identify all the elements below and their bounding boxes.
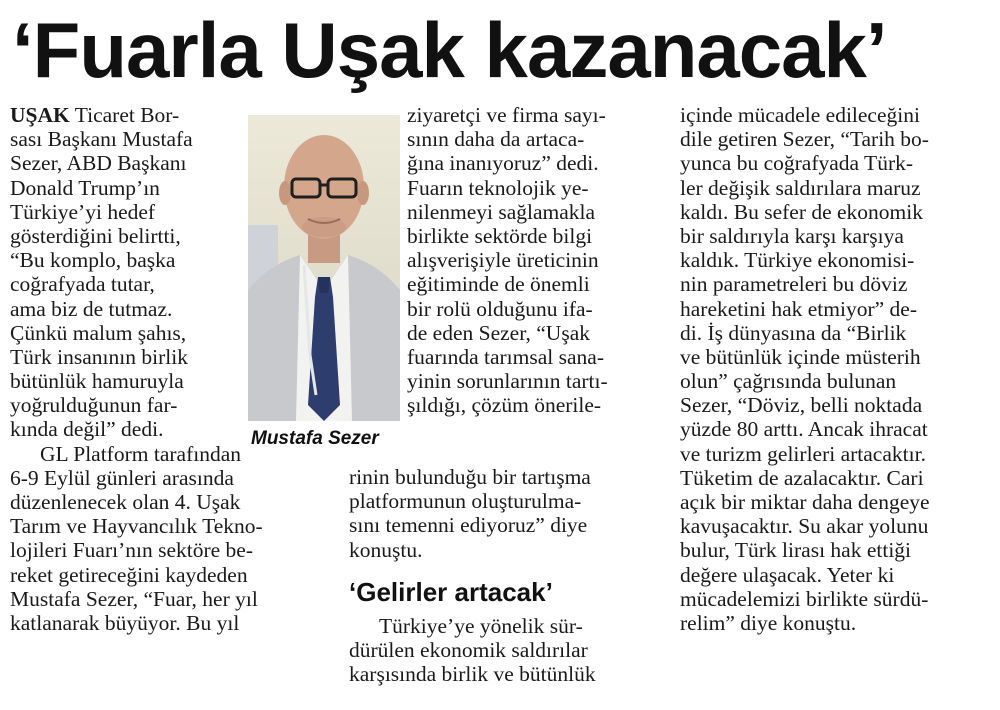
text-line: Türk insanının birlik: [10, 344, 188, 369]
text-line: Sezer, ABD Başkanı: [10, 151, 187, 176]
text-line: katlanarak büyüyor. Bu yıl: [10, 610, 240, 635]
article-column-2-sub: [349, 614, 654, 687]
subheading: ‘Gelirler artacak’: [349, 577, 553, 607]
text-line: yunca bu coğrafyada Türk-: [680, 151, 914, 176]
text-line: bir saldırıyla karşı karşıya: [680, 223, 904, 248]
text-line: relim” diye konuştu.: [680, 610, 857, 635]
portrait-illustration: [248, 115, 400, 421]
text-line: Tüketim de azalacaktır. Cari: [680, 465, 924, 490]
text-line: konuştu.: [349, 537, 423, 562]
text-line: Türkiye’ye yönelik sür-: [379, 614, 583, 638]
text-line: yoğrulduğunun far-: [10, 393, 178, 418]
text-line: “Bu komplo, başka: [10, 248, 176, 273]
text-line: ler değişik saldırılara maruz: [680, 175, 921, 200]
text-line: birlikte sektörde bilgi: [407, 223, 593, 248]
headline: ‘Fuarla Uşak kazanacak’: [12, 6, 887, 94]
text-line: bütünlük hamuruyla: [10, 369, 184, 394]
text-line: kaldı. Bu sefer de ekonomik: [680, 199, 924, 224]
text-line: bulur, Türk lirası hak ettiği: [680, 538, 912, 563]
text-line: GL Platform tarafından: [40, 441, 241, 466]
text-line: ve turizm gelirleri artacaktır.: [680, 441, 926, 466]
article-column-2-bottom: [349, 465, 654, 562]
text-line: nilenmeyi sağlamakla: [407, 199, 596, 224]
text-line: Türkiye’yi hedef: [10, 199, 156, 224]
text-line: kaldık. Türkiye ekonomisi-: [680, 248, 915, 273]
text-line: kavuşacaktır. Su akar yolunu: [680, 514, 929, 539]
photo-caption: Mustafa Sezer: [251, 428, 379, 449]
text-line: 6-9 Eylül günleri arasında: [10, 465, 234, 490]
text-line: alışverişiyle üreticinin: [407, 248, 599, 273]
text-line: coğrafyada tutar,: [10, 272, 155, 297]
text-line: nin parametreleri bu döviz: [680, 272, 908, 297]
text-line: içinde mücadele edileceğini: [680, 103, 920, 127]
text-line: lojileri Fuarı’nın sektöre be-: [10, 538, 253, 563]
article-column-3: [680, 103, 990, 635]
text-line: Donald Trump’ın: [10, 175, 160, 200]
text-line: Fuarın teknolojik ye-: [407, 175, 589, 200]
text-line: sını temenni ediyoruz” diye: [349, 513, 588, 538]
text-line: bir rolü olduğunu ifa-: [407, 296, 593, 321]
text-line: şıldığı, çözüm önerile-: [407, 393, 602, 418]
text-line: dürülen ekonomik saldırılar: [349, 638, 588, 663]
text-line: de eden Sezer, “Uşak: [407, 320, 590, 345]
text-line: Sezer, “Döviz, belli noktada: [680, 393, 923, 418]
text-line: eğitiminde de önemli: [407, 272, 590, 297]
text-line: ama biz de tutmaz.: [10, 296, 173, 321]
text-line: kında değil” dedi.: [10, 417, 164, 442]
text-line: ziyaretçi ve firma sayı-: [407, 103, 606, 127]
text-line: olun” çağrısında bulunan: [680, 369, 897, 394]
text-line: di. İş dünyasına da “Birlik: [680, 320, 907, 345]
text-line: Tarım ve Hayvancılık Tekno-: [10, 514, 263, 539]
text-line: ve bütünlük içinde müsterih: [680, 344, 921, 369]
article-column-2-top: [407, 103, 652, 417]
dateline: UŞAK: [10, 103, 70, 127]
text-line: değere ulaşacak. Yeter ki: [680, 562, 895, 587]
text-line: Çünkü malum şahıs,: [10, 320, 187, 345]
text-line: yüzde 80 arttı. Ancak ihracat: [680, 417, 928, 442]
text-line: sası Başkanı Mustafa: [10, 127, 193, 152]
text-line: mücadelemizi birlikte sürdü-: [680, 586, 929, 611]
text-line: fuarında tarımsal sana-: [407, 344, 604, 369]
text-line: düzenlenecek olan 4. Uşak: [10, 490, 241, 514]
text-line: yinin sorunlarının tartı-: [407, 369, 608, 394]
text-line: Mustafa Sezer, “Fuar, her yıl: [10, 586, 258, 611]
text-fragment: Ticaret Bor-: [69, 103, 180, 127]
text-line: platformunun oluşturulma-: [349, 489, 582, 514]
text-line: reket getireceğini kaydeden: [10, 562, 248, 587]
text-line: açık bir miktar daha dengeye: [680, 490, 930, 514]
portrait-photo: [248, 115, 400, 421]
text-line: sının daha da artaca-: [407, 127, 585, 152]
text-line: hareketini hak etmiyor” de-: [680, 296, 917, 321]
text-line: rinin bulunduğu bir tartışma: [349, 465, 591, 489]
text-line: gösterdiğini belirtti,: [10, 223, 181, 248]
text-line: karşısında birlik ve bütünlük: [349, 662, 596, 687]
text-line: dile getiren Sezer, “Tarih bo-: [680, 127, 929, 152]
text-line: ğına inanıyoruz” dedi.: [407, 151, 599, 176]
